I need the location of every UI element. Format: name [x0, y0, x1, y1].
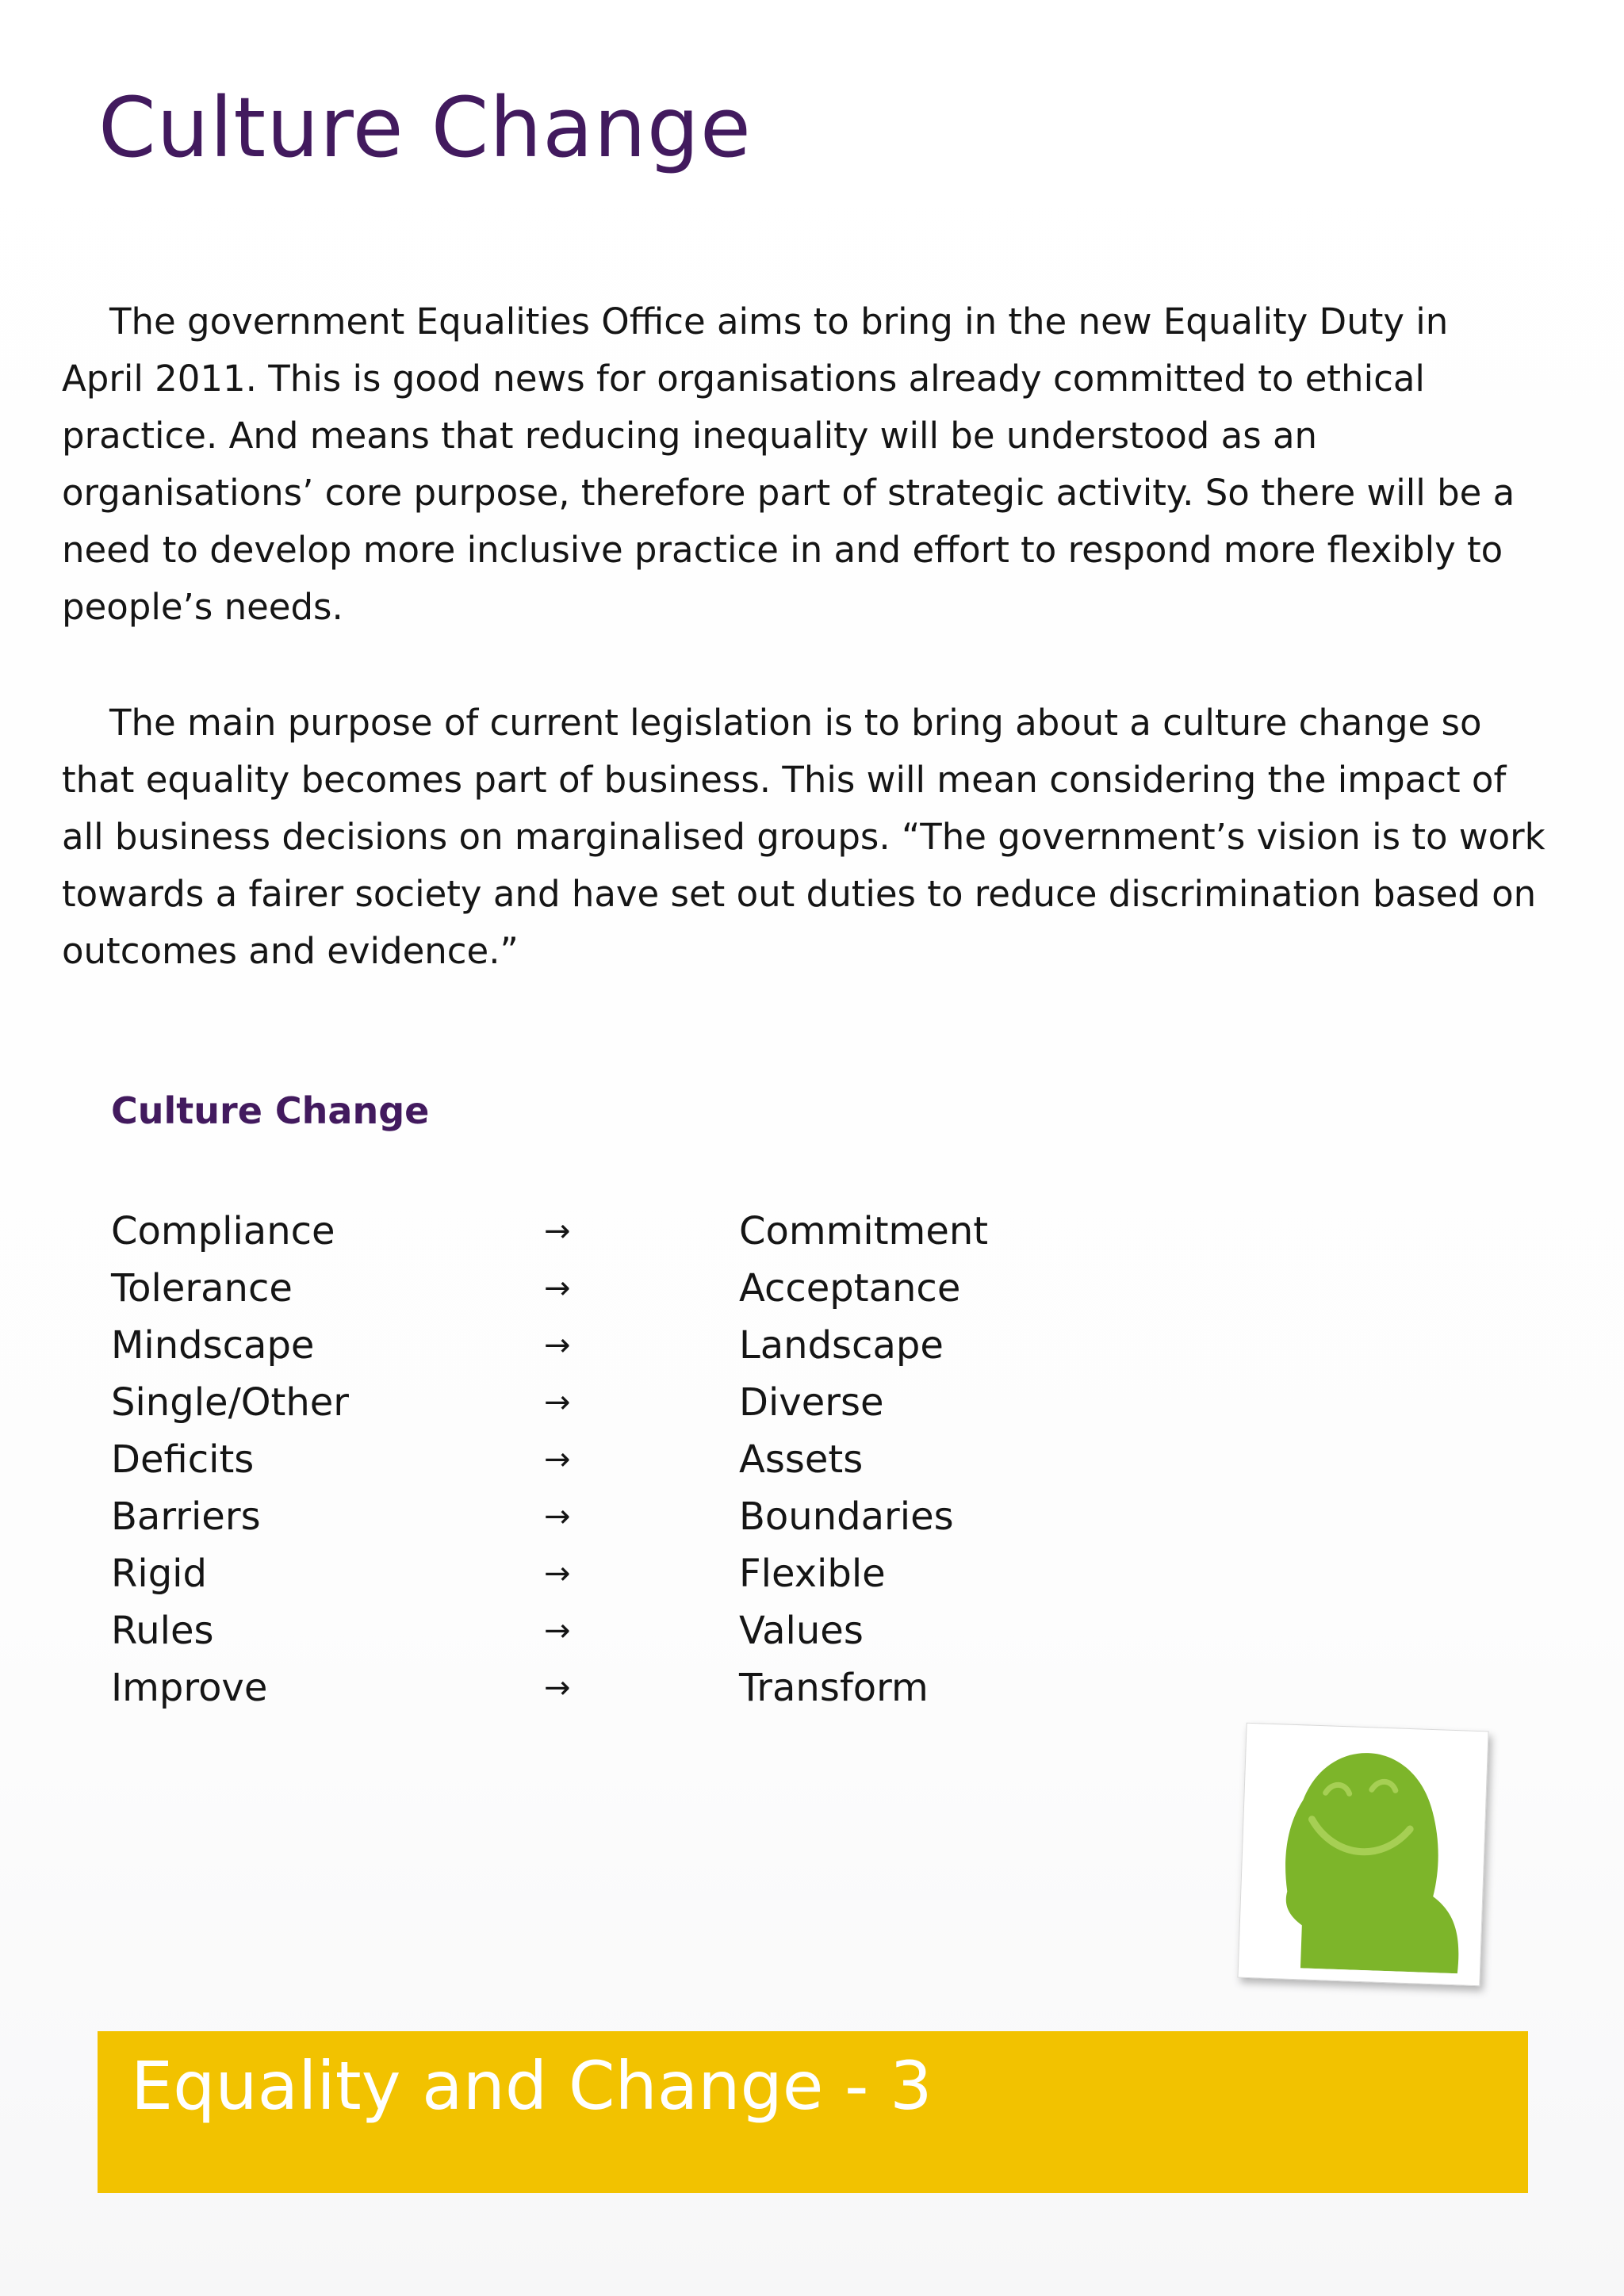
- smiley-figure-photo: [1237, 1723, 1488, 1986]
- change-to-text: Boundaries: [739, 1494, 954, 1539]
- footer-band: [98, 2031, 1528, 2193]
- right-arrow-icon: →: [544, 1556, 571, 1592]
- change-to-text: Assets: [739, 1437, 864, 1482]
- right-arrow-icon: →: [544, 1327, 571, 1364]
- paragraph-line: The main purpose of current legislation is to bring about a culture change so: [109, 702, 1482, 744]
- change-to-text: Values: [739, 1609, 864, 1653]
- page-title: Culture Change: [98, 79, 752, 176]
- paragraph-line: The government Equalities Office aims to bring in the new Equality Duty in: [109, 300, 1449, 342]
- change-from-text: Single/Other: [111, 1380, 350, 1425]
- change-from-text: Compliance: [111, 1209, 335, 1253]
- paragraph-line: need to develop more inclusive practice in and effort to respond more flexibly to: [62, 529, 1503, 571]
- right-arrow-icon: →: [544, 1441, 571, 1478]
- paragraph-line: outcomes and evidence.”: [62, 930, 519, 972]
- change-to-text: Acceptance: [739, 1266, 961, 1311]
- change-row: [111, 1374, 1063, 1431]
- paragraph-line: practice. And means that reducing inequality will be understood as an: [62, 415, 1318, 457]
- change-from-text: Rigid: [111, 1552, 207, 1596]
- culture-change-table: [111, 1203, 1063, 1716]
- paragraph-line: April 2011. This is good news for organisations already committed to ethical: [62, 358, 1425, 400]
- paragraph-line: that equality becomes part of business. This will mean considering the impact of: [62, 759, 1507, 801]
- intro-paragraph: [62, 293, 1515, 636]
- change-row: [111, 1260, 1063, 1317]
- change-row: [111, 1659, 1063, 1716]
- footer-title: Equality and Change - 3: [131, 2047, 933, 2125]
- change-to-text: Commitment: [739, 1209, 989, 1253]
- change-from-text: Rules: [111, 1609, 214, 1653]
- change-to-text: Diverse: [739, 1380, 884, 1425]
- change-to-text: Flexible: [739, 1552, 886, 1596]
- paragraph-line: people’s needs.: [62, 586, 343, 628]
- change-row: [111, 1317, 1063, 1374]
- change-from-text: Tolerance: [111, 1266, 293, 1311]
- change-row: [111, 1431, 1063, 1488]
- legislation-paragraph: [62, 695, 1545, 980]
- change-from-text: Mindscape: [111, 1323, 315, 1368]
- right-arrow-icon: →: [544, 1498, 571, 1535]
- change-to-text: Landscape: [739, 1323, 944, 1368]
- paragraph-line: organisations’ core purpose, therefore part of strategic activity. So there will be a: [62, 472, 1515, 514]
- right-arrow-icon: →: [544, 1270, 571, 1307]
- change-to-text: Transform: [739, 1666, 929, 1710]
- change-row: [111, 1203, 1063, 1260]
- change-row: [111, 1545, 1063, 1602]
- change-from-text: Barriers: [111, 1494, 261, 1539]
- right-arrow-icon: →: [544, 1670, 571, 1706]
- right-arrow-icon: →: [544, 1213, 571, 1249]
- change-from-text: Improve: [111, 1666, 268, 1710]
- paragraph-line: towards a fairer society and have set out duties to reduce discrimination based on: [62, 873, 1537, 915]
- smiley-figure-icon: [1250, 1735, 1477, 1973]
- paragraph-line: all business decisions on marginalised groups. “The government’s vision is to work: [62, 816, 1545, 858]
- right-arrow-icon: →: [544, 1384, 571, 1421]
- change-row: [111, 1488, 1063, 1545]
- section-heading: Culture Change: [111, 1089, 430, 1132]
- right-arrow-icon: →: [544, 1613, 571, 1649]
- change-from-text: Deficits: [111, 1437, 255, 1482]
- change-row: [111, 1602, 1063, 1659]
